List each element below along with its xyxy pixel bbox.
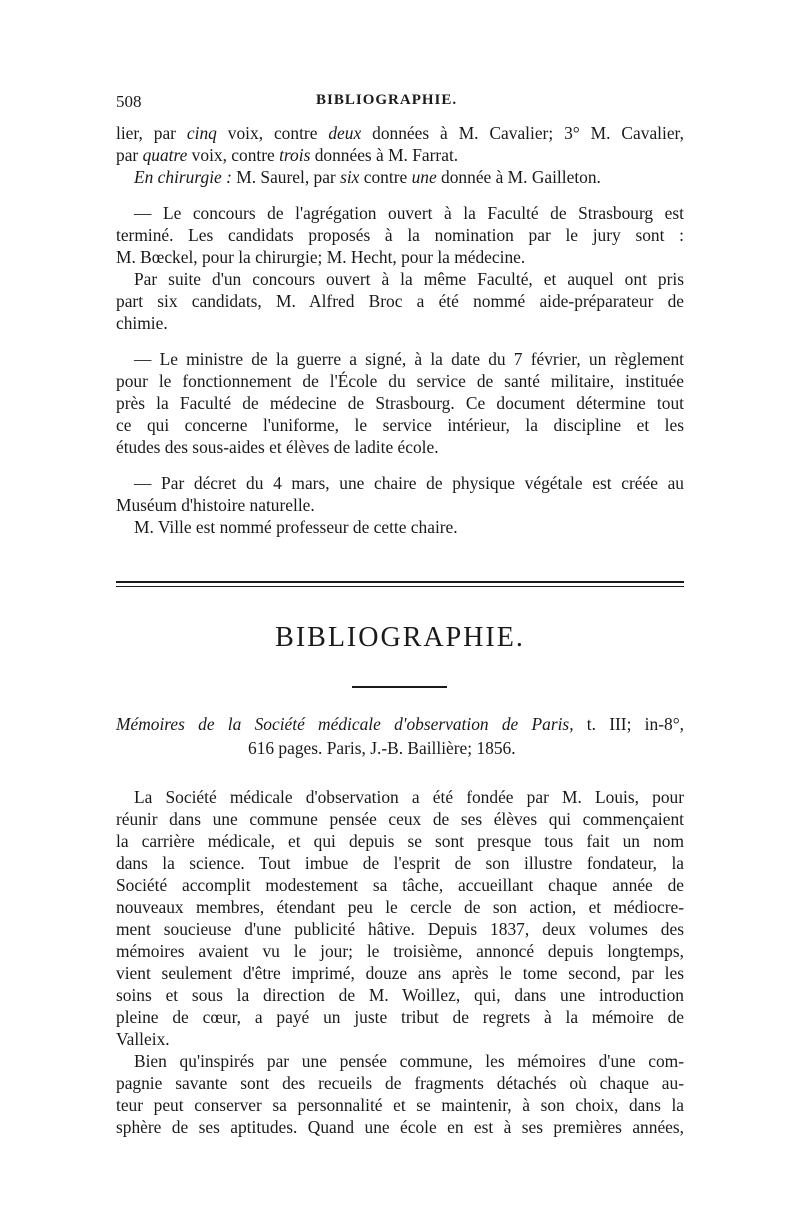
text-line: dans la science. Tout imbue de l'esprit de son illustre fondateur, la — [116, 853, 684, 873]
text-line: près la Faculté de médecine de Strasbourg. Ce document détermine tout — [116, 393, 684, 413]
text-line: études des sous-aides et élèves de ladite école. — [116, 437, 439, 457]
text-line: terminé. Les candidats proposés à la nomination par le jury sont : — [116, 225, 684, 245]
text-line: — Par décret du 4 mars, une chaire de physique végétale est créée au — [134, 473, 684, 493]
text-line: En chirurgie : M. Saurel, par six contre une donnée à M. Gailleton. — [134, 167, 601, 187]
entry-line: 616 pages. Paris, J.-B. Baillière; 1856. — [248, 738, 516, 758]
text-line: la carrière médicale, et qui depuis se sont presque tous fait un nom — [116, 831, 684, 851]
text-line: nouveaux membres, étendant peu le cercle de son action, et médiocre- — [116, 897, 684, 917]
text-line: Par suite d'un concours ouvert à la même Faculté, et auquel ont pris — [134, 269, 684, 289]
section-title: BIBLIOGRAPHIE. — [275, 622, 525, 653]
entry-details: t. III; in-8°, — [573, 714, 684, 734]
paragraph-decret — [116, 472, 684, 538]
entry-title: Mémoires de la Société médicale d'observation de Paris, — [116, 714, 574, 734]
text-line: — Le concours de l'agrégation ouvert à la Faculté de Strasbourg est — [134, 203, 684, 223]
text-line: part six candidats, M. Alfred Broc a été nommé aide-préparateur de — [116, 291, 684, 311]
text-line: Bien qu'inspirés par une pensée commune, les mémoires d'une com- — [134, 1051, 684, 1071]
text-line: ce qui concerne l'uniforme, le service intérieur, la discipline et les — [116, 415, 684, 435]
text-line: soins et sous la direction de M. Woillez, qui, dans une introduction — [116, 985, 684, 1005]
review-text — [116, 786, 684, 1138]
text-line: Société accomplit modestement sa tâche, accueillant chaque année de — [116, 875, 684, 895]
text-line: M. Bœckel, pour la chirurgie; M. Hecht, pour la médecine. — [116, 247, 526, 267]
text-line: sphère de ses aptitudes. Quand une école en est à ses premières années, — [116, 1117, 684, 1137]
bibliographic-entry — [116, 712, 684, 760]
text-line: réunir dans une commune pensée ceux de ses élèves qui commençaient — [116, 809, 684, 829]
text-line: pour le fonctionnement de l'École du service de santé militaire, instituée — [116, 371, 684, 391]
text-line: Muséum d'histoire naturelle. — [116, 495, 315, 515]
section-divider — [116, 581, 684, 589]
text-line: Valleix. — [116, 1029, 170, 1049]
title-underline — [352, 686, 447, 688]
text-line: par quatre voix, contre trois données à M. Farrat. — [116, 145, 459, 165]
text-line: ment soucieuse d'une publicité hâtive. Depuis 1837, deux volumes des — [116, 919, 684, 939]
text-line: M. Ville est nommé professeur de cette chaire. — [134, 517, 458, 537]
entry-line — [116, 712, 684, 736]
running-title: BIBLIOGRAPHIE. — [316, 92, 458, 108]
paragraph-agregation — [116, 202, 684, 334]
text-line: pleine de cœur, a payé un juste tribut de regrets à la mémoire de — [116, 1007, 684, 1027]
text-line: lier, par cinq voix, contre deux données à M. Cavalier; 3° M. Cavalier, — [116, 123, 684, 143]
text-line: pagnie savante sont des recueils de fragments détachés où chaque au- — [116, 1073, 684, 1093]
text-line: La Société médicale d'observation a été fondée par M. Louis, pour — [134, 787, 684, 807]
text-line: mémoires avaient vu le jour; le troisième, annoncé depuis longtemps, — [116, 941, 684, 961]
text-line: vient seulement d'être imprimé, douze ans après le tome second, par les — [116, 963, 684, 983]
paragraph-election-results — [116, 122, 684, 188]
paragraph-reglement — [116, 348, 684, 458]
page-number: 508 — [116, 92, 142, 111]
text-line: chimie. — [116, 313, 168, 333]
text-line: — Le ministre de la guerre a signé, à la date du 7 février, un règlement — [134, 349, 684, 369]
text-line: teur peut conserver sa personnalité et se maintenir, à son choix, dans la — [116, 1095, 684, 1115]
page-header — [116, 92, 684, 116]
news-section — [116, 122, 684, 538]
